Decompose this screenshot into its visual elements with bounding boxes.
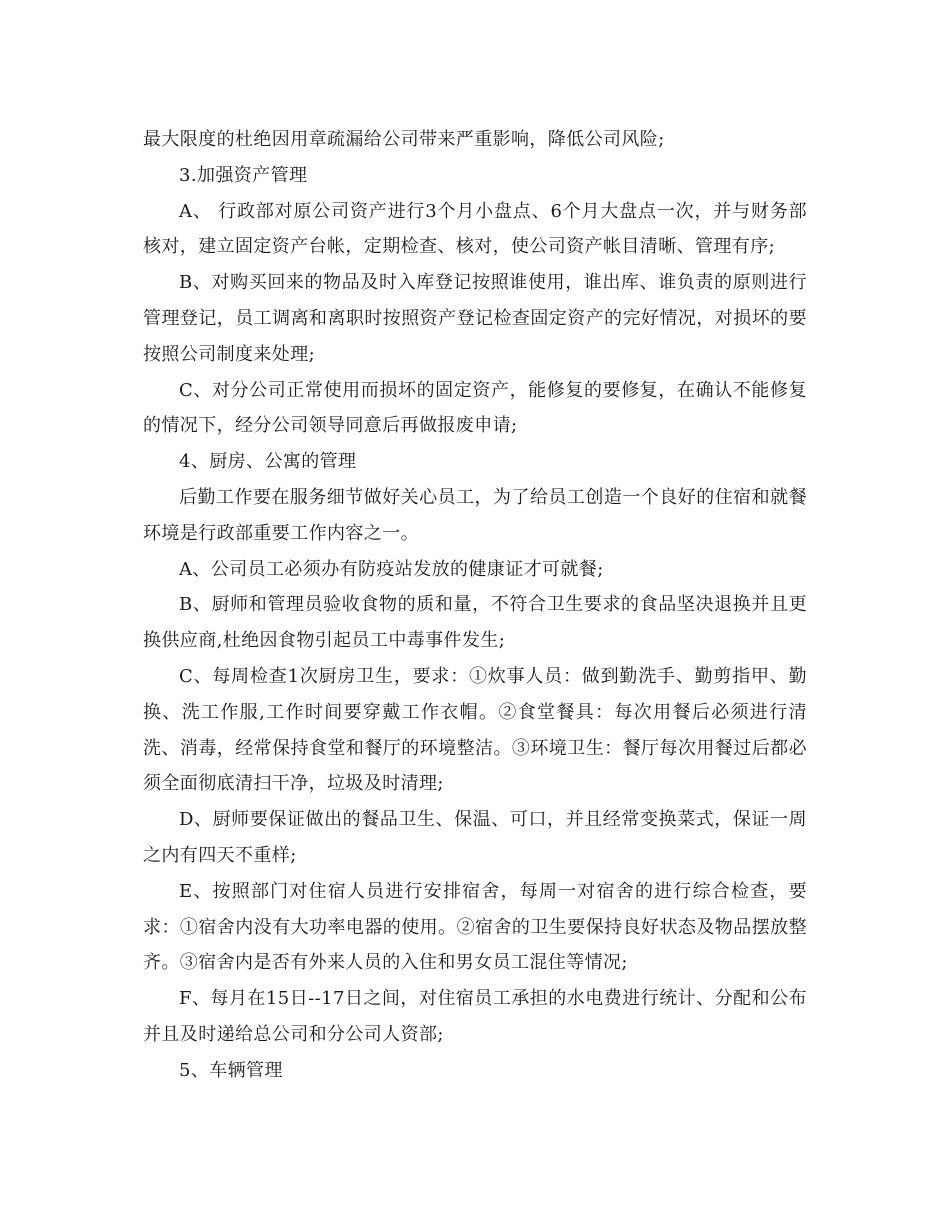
heading-asset-management: 3.加强资产管理 [179,164,308,186]
heading-kitchen-apartment: 4、厨房、公寓的管理 [179,451,357,473]
paragraph-continuation: 最大限度的杜绝因用章疏漏给公司带来严重影响，降低公司风险; [143,129,665,150]
paragraph-kitchen-b: B、厨师和管理员验收食物的质和量，不符合卫生要求的食品坚决退换并且更换供应商,杜绝因食物引起员工中毒事件发生; [143,594,807,652]
paragraph-asset-a: A、 行政部对原公司资产进行3个月小盘点、6个月大盘点一次，并与财务部核对，建立固定资产台帐，定期检查、核对，使公司资产帐目清晰、管理有序; [143,200,807,258]
paragraph-utilities-f: F、每月在15日--17日之间，对住宿员工承担的水电费进行统计、分配和公布并且及时递给总公司和分公司人资部; [143,988,807,1045]
paragraph-logistics-intro: 后勤工作要在服务细节做好关心员工，为了给员工创造一个良好的住宿和就餐环境是行政部重要工作内容之一。 [143,486,807,544]
paragraph-asset-b: B、对购买回来的物品及时入库登记按照谁使用，谁出库、谁负责的原则进行管理登记，员工调离和离职时按照资产登记检查固定资产的完好情况，对损坏的要按照公司制度来处理; [143,272,807,365]
paragraph-kitchen-c: C、每周检查1次厨房卫生，要求：①炊事人员：做到勤洗手、勤剪指甲、勤换、洗工作服,工作时间要穿戴工作衣帽。②食堂餐具：每次用餐后必须进行清洗、消毒，经常保持食堂和餐厅的环境整洁。③环境卫生：餐厅每次用餐过后都必须全面彻底清扫干净，垃圾及时清理; [143,665,807,795]
heading-vehicle-management: 5、车辆管理 [179,1059,283,1081]
document-body [143,122,807,1089]
paragraph-asset-c: C、对分公司正常使用而损坏的固定资产，能修复的要修复，在确认不能修复的情况下，经分公司领导同意后再做报废申请; [143,379,807,437]
paragraph-kitchen-a: A、公司员工必须办有防疫站发放的健康证才可就餐; [179,558,604,580]
paragraph-kitchen-d: D、厨师要保证做出的餐品卫生、保温、可口，并且经常变换菜式，保证一周之内有四天不重样; [143,809,807,866]
paragraph-dorm-e: E、按照部门对住宿人员进行安排宿舍，每周一对宿舍的进行综合检查，要求：①宿舍内没有大功率电器的使用。②宿舍的卫生要保持良好状态及物品摆放整齐。③宿舍内是否有外来人员的入住和男女员工混住等情况; [143,880,807,974]
